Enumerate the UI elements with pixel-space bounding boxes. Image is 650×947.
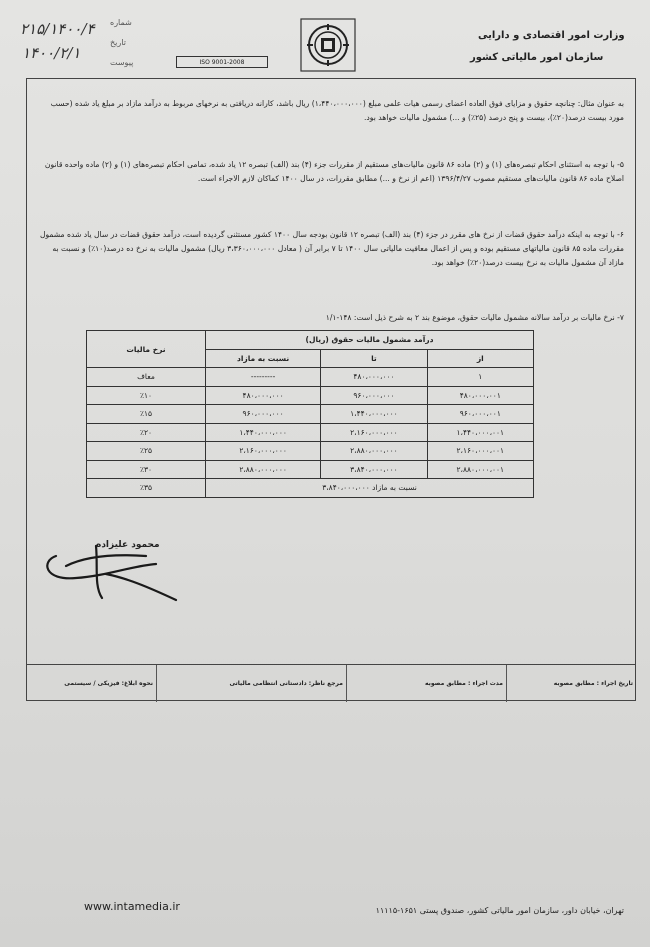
col-from: از xyxy=(427,349,533,368)
attachment-label: پیوست xyxy=(110,58,134,67)
organization-title: سازمان امور مالیاتی کشور xyxy=(470,52,604,63)
table-row xyxy=(87,442,534,461)
date-label: تاریخ xyxy=(110,38,126,47)
exec-date: تاریخ اجراء : مطابق مصوبه xyxy=(506,665,636,702)
cell-to: ۹۶۰،۰۰۰،۰۰۰ xyxy=(321,386,427,405)
cell-to: ۲،۱۶۰،۰۰۰،۰۰۰ xyxy=(321,423,427,442)
table-header-row xyxy=(87,331,534,350)
table-row xyxy=(87,386,534,405)
cell-rate: ٪۳۰ xyxy=(87,460,206,479)
handwritten-date: ۱۴۰۰/۲/۱ xyxy=(22,44,81,62)
cell-to: ۳،۸۴۰،۰۰۰،۰۰۰ xyxy=(321,460,427,479)
col-excess: نسبت به مازاد xyxy=(206,349,321,368)
cell-excess: ۲،۱۶۰،۰۰۰،۰۰۰ xyxy=(206,442,321,461)
col-to: تا xyxy=(321,349,427,368)
iso-badge: ISO 9001-2008 xyxy=(176,56,268,68)
income-header: درآمد مشمول مالیات حقوق (ریال) xyxy=(206,331,534,350)
table-row-last xyxy=(87,479,534,498)
supervisor: مرجع ناظر: دادستانی انتظامی مالیاتی xyxy=(156,665,346,702)
cell-to: ۲،۸۸۰،۰۰۰،۰۰۰ xyxy=(321,442,427,461)
cell-excess: ۴۸۰،۰۰۰،۰۰۰ xyxy=(206,386,321,405)
cell-from: ۴۸۰،۰۰۰،۰۰۱ xyxy=(427,386,533,405)
cell-from: ۲،۸۸۰،۰۰۰،۰۰۱ xyxy=(427,460,533,479)
duration: مدت اجراء : مطابق مصوبه xyxy=(346,665,506,702)
table-row xyxy=(87,423,534,442)
table-row xyxy=(87,368,534,387)
clause-7: ۷- نرخ مالیات بر درآمد سالانه مشمول مالیات حقوق، موضوع بند ۲ به شرح ذیل است: ۱۴۸-۱/۱ xyxy=(325,313,624,322)
cell-excess: --------- xyxy=(206,368,321,387)
number-label: شماره xyxy=(110,18,132,27)
cell-last-label: نسبت به مازاد ۳،۸۴۰،۰۰۰،۰۰۰ xyxy=(206,479,534,498)
cell-rate: معاف xyxy=(87,368,206,387)
table-row xyxy=(87,405,534,424)
rate-header: نرخ مالیات xyxy=(87,331,206,368)
signature-scribble xyxy=(36,526,196,606)
footer-strip xyxy=(26,664,636,701)
cell-rate: ٪۲۵ xyxy=(87,442,206,461)
example-paragraph: به عنوان مثال: چنانچه حقوق و مزایای فوق العاده اعضای رسمی هیات علمی مبلغ (۱،۴۴۰،۰۰۰،۰۰۰) ریال باشد، کارانه دریافتی به نرخهای مربوط به درآمد مازاد بر مبلغ یاد شده (حسب مورد بیست درصد(۲۰٪)، بیست و پنج درصد (۲۵٪) و ...) مشمول مالیات خواهد بود. xyxy=(50,99,624,122)
postal-address: تهران، خیابان داور، سازمان امور مالیاتی کشور، صندوق پستی ۱۶۵۱-۱۱۱۱۵ xyxy=(375,906,624,915)
cell-excess: ۲،۸۸۰،۰۰۰،۰۰۰ xyxy=(206,460,321,479)
ministry-title: وزارت امور اقتصادی و دارایی xyxy=(478,30,625,41)
cell-rate: ٪۲۰ xyxy=(87,423,206,442)
cell-from: ۹۶۰،۰۰۰،۰۰۱ xyxy=(427,405,533,424)
clause-5: ۵- با توجه به استثنای احکام تبصره‌های (۱) و (۲) ماده ۸۶ قانون مالیات‌های مستقیم از مقررات جزء (۴) بند (الف) تبصره ۱۲ یاد شده، تمامی احکام تبصره‌های (۱) و (۲) ماده واحده قانون اصلاح ماده ۸۶ قانون مالیات‌های مستقیم مصوب ۱۳۹۶/۴/۲۷ (اعم از نرخ و ...) مطابق مقررات، در سال ۱۴۰۰ کماکان لازم الاجراء است. xyxy=(44,160,624,183)
ministry-emblem xyxy=(300,18,356,72)
cell-rate: ٪۱۰ xyxy=(87,386,206,405)
cell-excess: ۱،۴۴۰،۰۰۰،۰۰۰ xyxy=(206,423,321,442)
cell-rate: ٪۳۵ xyxy=(87,479,206,498)
cell-to: ۱،۴۴۰،۰۰۰،۰۰۰ xyxy=(321,405,427,424)
cell-rate: ٪۱۵ xyxy=(87,405,206,424)
notify-method: نحوه ابلاغ: فیزیکی / سیستمی xyxy=(64,680,153,687)
cell-from: ۱،۴۴۰،۰۰۰،۰۰۱ xyxy=(427,423,533,442)
clause-6: ۶- با توجه به اینکه درآمد حقوق قضات از نرخ های مقرر در جزء (۴) بند (الف) تبصره ۱۲ قانون بودجه سال ۱۴۰۰ کشور مستثنی گردیده است، درآمد حقوق قضات در سال یاد شده مشمول مقررات ماده ۸۵ قانون مالیاتهای مستقیم بوده و پس از اعمال معافیت مالیاتی سال ۱۴۰۰ تا ۷ برابر آن ( معادل ۳،۳۶۰،۰۰۰،۰۰۰ ریال) مشمول مالیات به نرخ ده درصد(۱۰٪) و نسبت به مازاد آن مشمول مالیات به نرخ بیست درصد(۲۰٪) خواهد بود. xyxy=(39,230,624,267)
website: www.intamedia.ir xyxy=(84,900,180,913)
table-row xyxy=(87,460,534,479)
handwritten-number: ۲۱۵/۱۴۰۰/۴ xyxy=(20,20,95,38)
cell-from: ۱ xyxy=(427,368,533,387)
cell-from: ۲،۱۶۰،۰۰۰،۰۰۱ xyxy=(427,442,533,461)
signatory-name: محمود علیزاده xyxy=(96,540,160,550)
cell-to: ۴۸۰،۰۰۰،۰۰۰ xyxy=(321,368,427,387)
cell-excess: ۹۶۰،۰۰۰،۰۰۰ xyxy=(206,405,321,424)
tax-rate-table xyxy=(86,330,534,498)
